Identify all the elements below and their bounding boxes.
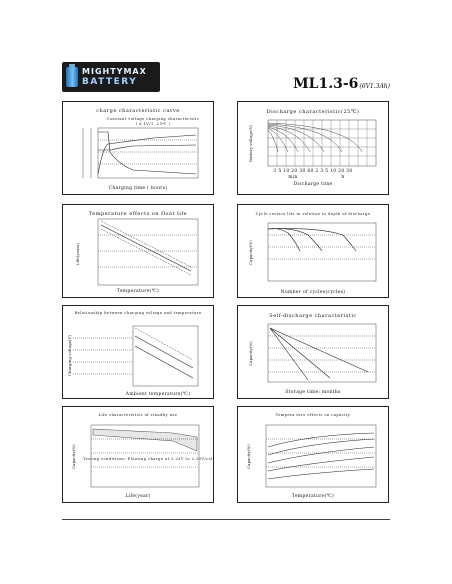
x-ticks: 3 5 10 20 30 60 2 3 5 10 20 30: [273, 169, 353, 174]
discharge-chart: [238, 102, 388, 194]
panel-standby-life: [62, 406, 214, 503]
voltage-temperature-chart: [63, 306, 213, 398]
panel-title: Tempera ture effects on capacity: [275, 413, 351, 417]
brand-name-line1: MIGHTYMAX: [82, 67, 147, 76]
brand-name-line2: BATTERY: [82, 77, 138, 87]
panel-temperature-capacity: [237, 406, 389, 503]
battery-icon: [66, 67, 78, 87]
panel-title: Temperature effects on float life: [88, 211, 188, 217]
y-axis-label: Capacity(%): [248, 341, 253, 366]
panel-note: Constant voltage charging characteristic: [106, 117, 200, 121]
panel-charging-voltage-temperature: [62, 305, 214, 399]
panel-float-life: [62, 204, 214, 298]
y-axis-label: Capacity(%): [71, 444, 76, 469]
panel-cycle-life: [237, 204, 389, 298]
x-axis-label: Temperature(℃): [116, 289, 160, 294]
panel-discharge-characteristic: [237, 101, 389, 195]
model-number: ML1.3-6: [293, 76, 359, 92]
panel-title: Life characteristics of standby use: [98, 413, 178, 417]
x-unit-min: min: [288, 175, 298, 180]
panel-note-2: ( 6.1V/1, 25℃ ): [135, 122, 171, 126]
float-life-chart: [63, 205, 213, 297]
x-axis-label: Life(year): [125, 494, 151, 499]
x-axis-label: Storage time: months: [285, 390, 341, 395]
standby-life-chart: [63, 407, 213, 502]
panel-note: Testing conditions: Floating charge at 2.25V to 2.30V/cell: [83, 457, 215, 461]
y-axis-label: Capacity(%): [248, 240, 253, 265]
y-axis-label: Charging voltage(V): [67, 334, 72, 376]
y-axis-label: Battery voltage(V): [248, 124, 253, 162]
panel-title: charge characteristic curve: [96, 108, 180, 114]
panel-title: Relationship between charging voltage and temperature: [74, 311, 202, 315]
x-axis-label: Ambient temperature(℃): [125, 392, 191, 397]
cycle-life-chart: [238, 205, 388, 297]
x-axis-label: Discharge time: [293, 182, 333, 187]
self-discharge-chart: [238, 306, 388, 398]
panel-self-discharge: [237, 305, 389, 399]
x-axis-label: Temperature(℃): [291, 494, 335, 499]
footer-rule: [62, 519, 390, 520]
panel-title: Self-discharge characteristic: [269, 313, 357, 319]
panel-title: Cycle service life in relation to depth of discharge: [255, 212, 371, 216]
x-axis-label: Number of cycles(cycles): [280, 290, 346, 295]
model-spec: (6V1.3Ah): [359, 83, 390, 90]
brand-logo: [62, 62, 160, 92]
y-axis-label: Life(years): [75, 243, 80, 265]
temperature-capacity-chart: [238, 407, 388, 502]
model-title: [293, 76, 390, 92]
y-axis-label: Capacity(%): [246, 444, 251, 469]
x-unit-h: h: [341, 175, 345, 180]
panel-title: Discharge characteristic(25℃): [266, 109, 360, 115]
x-axis-label: Charging time ( hours): [108, 186, 168, 191]
panel-charge-characteristic: [62, 101, 214, 195]
charge-chart: [63, 102, 213, 194]
